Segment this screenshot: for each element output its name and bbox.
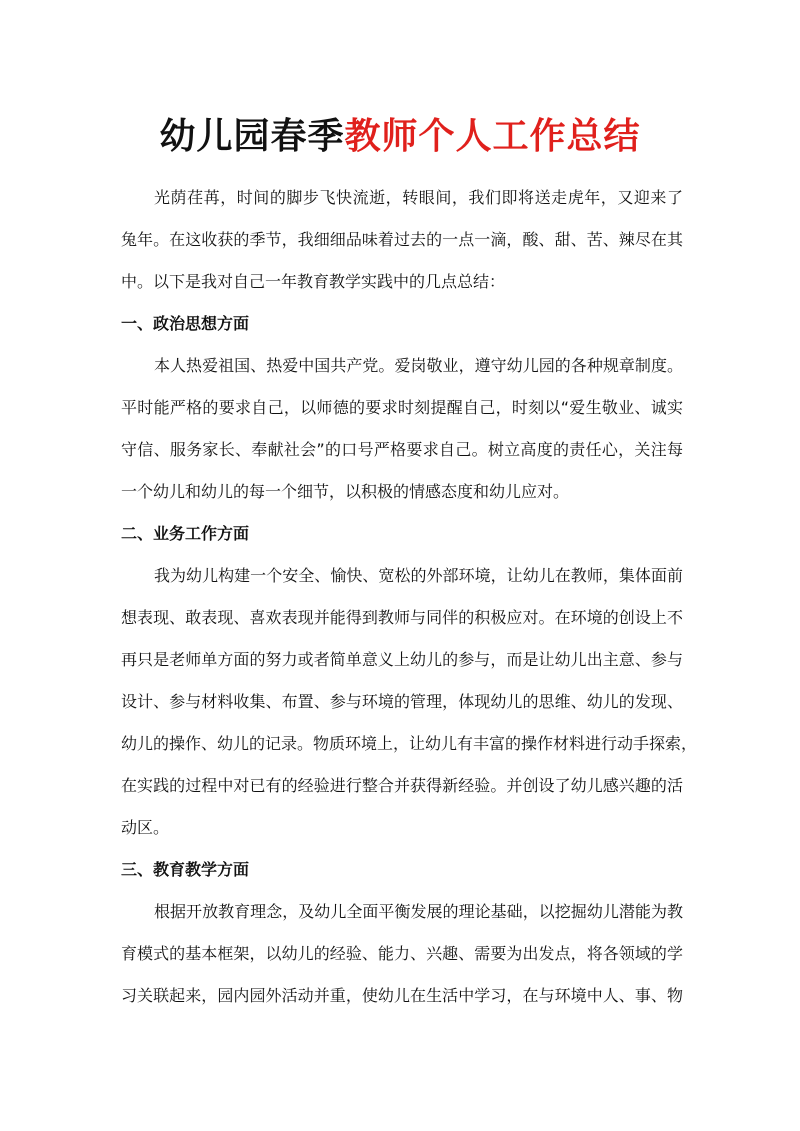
paragraph-line: 本人热爱祖国、热爱中国共产党。爱岗敬业，遵守幼儿园的各种规章制度。 bbox=[154, 356, 683, 375]
section-heading: 二、业务工作方面 bbox=[121, 524, 250, 543]
paragraph-line: 平时能严格的要求自己，以师德的要求时刻提醒自己，时刻以“爱生敬业、诚实 bbox=[121, 398, 683, 417]
paragraph-line: 动区。 bbox=[121, 818, 170, 837]
paragraph-line: 在实践的过程中对已有的经验进行整合并获得新经验。并创设了幼儿感兴趣的活 bbox=[121, 776, 683, 795]
paragraph-line: 我为幼儿构建一个安全、愉快、宽松的外部环境，让幼儿在教师，集体面前 bbox=[154, 566, 683, 585]
paragraph-line: 根据开放教育理念，及幼儿全面平衡发展的理论基础，以挖掘幼儿潜能为教 bbox=[154, 902, 683, 921]
paragraph-line: 中。以下是我对自己一年教育教学实践中的几点总结： bbox=[121, 272, 506, 291]
paragraph-line: 习关联起来，园内园外活动并重，使幼儿在生活中学习，在与环境中人、事、物 bbox=[121, 986, 683, 1005]
paragraph-line: 兔年。在这收获的季节，我细细品味着过去的一点一滴，酸、甜、苦、辣尽在其 bbox=[121, 230, 683, 249]
paragraph-line: 再只是老师单方面的努力或者简单意义上幼儿的参与，而是让幼儿出主意、参与 bbox=[121, 650, 683, 669]
paragraph-line: 一个幼儿和幼儿的每一个细节，以积极的情感态度和幼儿应对。 bbox=[121, 482, 570, 501]
paragraph-line: 想表现、敢表现、喜欢表现并能得到教师与同伴的积极应对。在环境的创设上不 bbox=[121, 608, 683, 627]
section-heading: 三、教育教学方面 bbox=[121, 860, 250, 879]
document-body bbox=[121, 180, 698, 1020]
paragraph-line: 设计、参与材料收集、布置、参与环境的管理，体现幼儿的思维、幼儿的发现、 bbox=[121, 692, 683, 711]
paragraph-line: 育模式的基本框架，以幼儿的经验、能力、兴趣、需要为出发点，将各领域的学 bbox=[121, 944, 683, 963]
paragraph-line: 光荫荏苒，时间的脚步飞快流逝，转眼间，我们即将送走虎年，又迎来了 bbox=[154, 188, 683, 207]
title-red: 教师个人工作总结 bbox=[344, 116, 641, 157]
paragraph-line: 守信、服务家长、奉献社会”的口号严格要求自己。树立高度的责任心，关注每 bbox=[121, 440, 683, 459]
paragraph-line: 幼儿的操作、幼儿的记录。物质环境上，让幼儿有丰富的操作材料进行动手探索， bbox=[121, 734, 698, 753]
title-black: 幼儿园春季 bbox=[159, 116, 345, 157]
document-title bbox=[0, 108, 800, 159]
section-heading: 一、政治思想方面 bbox=[121, 314, 250, 333]
